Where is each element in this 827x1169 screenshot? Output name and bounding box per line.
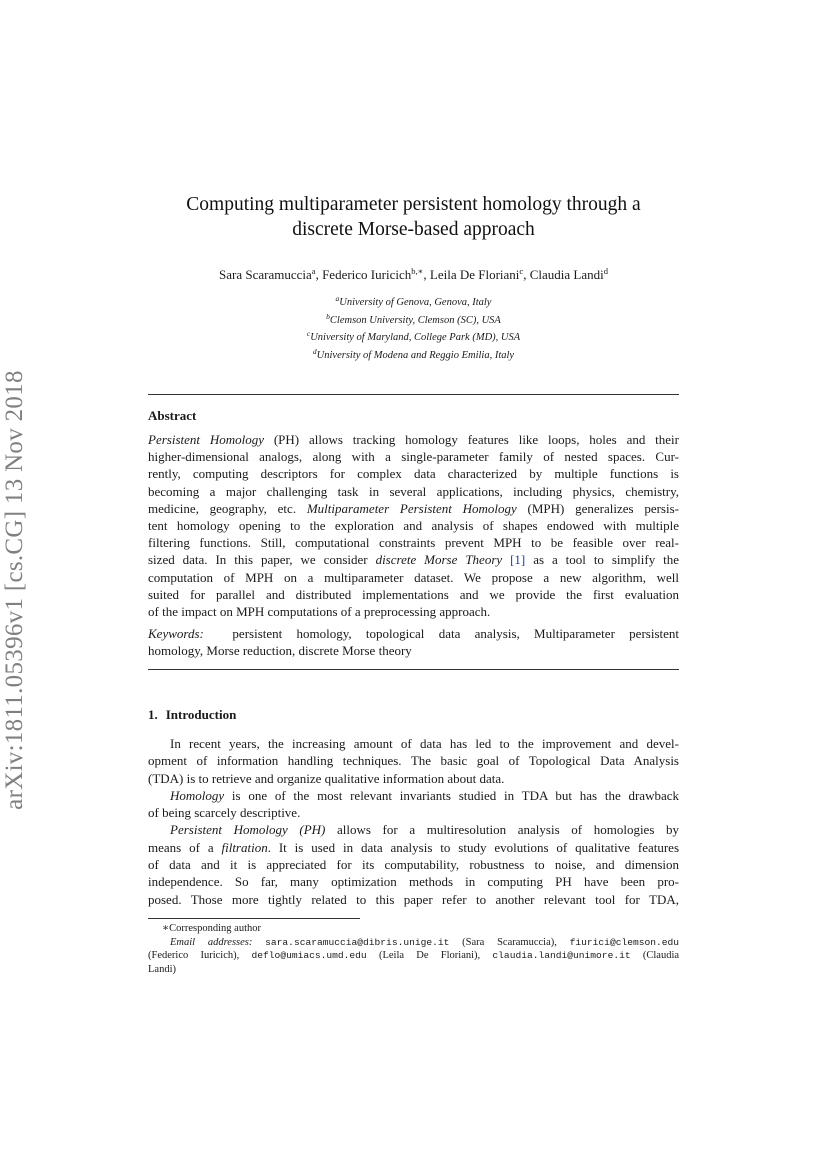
email-line: Landi) — [148, 963, 176, 975]
citation-link[interactable]: [1] — [510, 552, 526, 568]
title-line-2: discrete Morse-based approach — [292, 219, 535, 240]
author-mark: b,∗ — [411, 266, 424, 276]
footnote — [148, 922, 679, 976]
abstract-line: higher-dimensional analogs, along with a single-parameter family of nested spaces. Cur- — [148, 449, 679, 465]
author-mark: a — [311, 266, 316, 276]
keywords-line — [148, 625, 679, 642]
author-name: Leila De Floriani — [429, 267, 520, 282]
body-line: In recent years, the increasing amount of data has led to the improvement and devel- — [170, 736, 679, 751]
email-address[interactable]: claudia.landi@unimore.it — [492, 950, 631, 961]
abstract-line: filtering functions. Still, computational constraints prevent MPH to be feasible over real- — [148, 535, 679, 551]
abstract-text: (PH) allows tracking homology features like loops, holes and their — [264, 432, 680, 447]
affiliation-text: University of Maryland, College Park (MD), USA — [310, 332, 521, 344]
email-owner: (Sara Scaramuccia), — [462, 936, 557, 948]
author-name: Claudia Landi — [529, 267, 604, 282]
abstract-text: medicine, geography, etc. — [148, 500, 307, 516]
term-filtration: filtration — [221, 839, 268, 855]
corresponding-author: ∗Corresponding author — [162, 923, 261, 934]
abstract-line: tent homology opening to the exploration and analysis of shapes endowed with multiple — [148, 518, 679, 534]
affiliation-item — [148, 345, 679, 363]
term-homology: Homology — [170, 787, 225, 803]
keywords-text: persistent homology, topological data analysis, Multiparameter persistent — [232, 626, 679, 641]
footnote-rule — [148, 918, 360, 919]
abstract-top-rule — [148, 394, 679, 395]
body-text: . It is used in data analysis to study evolutions of qualitative features — [267, 839, 680, 855]
abstract-text: as a tool to simplify the — [525, 552, 680, 568]
affiliation-text: Clemson University, Clemson (SC), USA — [329, 314, 501, 326]
abstract-line — [148, 431, 679, 448]
title-line-1: Computing multiparameter persistent homology through a — [186, 194, 641, 215]
affiliation-list — [148, 292, 679, 363]
author-mark: d — [603, 266, 608, 276]
email-owner: (Leila De Floriani), — [378, 950, 481, 961]
affiliation-mark: b — [326, 311, 330, 321]
term-mph: Multiparameter Persistent Homology — [306, 500, 517, 516]
body-line: posed. Those more tightly related to this paper refer to another relevant tool for TDA, — [148, 891, 679, 907]
affiliation-item — [148, 310, 679, 328]
affiliation-text: University of Modena and Reggio Emilia, Italy — [316, 350, 515, 362]
affiliation-item — [148, 292, 679, 310]
body-line: independence. So far, many optimization methods in computing PH have been pro- — [148, 874, 679, 890]
author-list: Sara Scaramuccia$^a$, Federico Iuricich$^{b,∗}$, Leila De Floriani$^c$, Claudia Landi$^d$ — [219, 266, 608, 282]
term-ph: Persistent Homology (PH) — [170, 822, 326, 838]
abstract-line: of the impact on MPH computations of a preprocessing approach. — [148, 604, 491, 620]
abstract-text: sized data. In this paper, we consider — [148, 552, 376, 568]
body-line — [148, 821, 679, 838]
email-label: Email addresses: — [170, 936, 253, 948]
affiliation-mark: c — [306, 329, 311, 339]
email-owner: (Claudia — [642, 950, 680, 961]
keywords-label: Keywords: — [148, 626, 204, 641]
body-text: means of a — [148, 839, 222, 855]
term-persistent-homology: Persistent Homology — [148, 432, 264, 447]
body-line — [148, 787, 679, 804]
abstract-bottom-rule — [148, 669, 679, 670]
author-name: Sara Scaramuccia — [219, 267, 312, 282]
section-title: Introduction — [165, 707, 237, 722]
section-number: 1. — [148, 707, 158, 722]
abstract-line: suited for parallel and distributed implementations and we provide the first evaluation — [148, 586, 679, 602]
email-line — [148, 949, 679, 963]
email-owner: (Federico Iuricich), — [148, 950, 240, 961]
body-line — [148, 839, 679, 856]
abstract-text: (MPH) generalizes persis- — [516, 500, 679, 516]
abstract-line — [148, 551, 679, 568]
body-line: of data and it is appreciated for its computability, robustness to noise, and dimension — [148, 857, 679, 873]
abstract-line: becoming a major challenging task in several applications, including physics, chemistry, — [148, 483, 679, 499]
abstract-body — [148, 431, 679, 620]
body-text: allows for a multiresolution analysis of homologies by — [325, 822, 679, 838]
affiliation-mark: a — [335, 294, 340, 303]
affiliation-text: University of Genova, Genova, Italy — [339, 297, 492, 308]
abstract-line: computation of MPH on a multiparameter dataset. We propose a new algorithm, well — [148, 569, 679, 585]
body-line: opment of information handling techniques. The basic goal of Topological Data Analysis — [148, 753, 679, 769]
affiliation-item — [148, 327, 679, 345]
email-address[interactable]: sara.scaramuccia@dibris.unige.it — [265, 936, 450, 948]
term-discrete-morse-theory: discrete Morse Theory — [375, 552, 503, 568]
author-mark: c — [519, 266, 524, 276]
email-address[interactable]: deflo@umiacs.umd.edu — [251, 950, 367, 961]
keywords-line: homology, Morse reduction, discrete Morse theory — [148, 643, 412, 659]
abstract-heading: Abstract — [148, 408, 197, 423]
body-line: of being scarcely descriptive. — [148, 805, 301, 821]
arxiv-stamp: arXiv:1811.05396v1 [cs.CG] 13 Nov 2018 — [1, 370, 28, 810]
keywords — [148, 625, 679, 659]
body-text: is one of the most relevant invariants studied in TDA but has the drawback — [224, 787, 679, 803]
body-line: (TDA) is to retrieve and organize qualitative information about data. — [148, 770, 505, 786]
abstract-line — [148, 500, 679, 517]
affiliation-mark: d — [312, 347, 317, 357]
section-heading — [148, 707, 236, 723]
paper-title — [148, 192, 679, 242]
email-address[interactable]: fiurici@clemson.edu — [569, 936, 680, 948]
author-name: Federico Iuricich — [322, 267, 412, 282]
introduction-body — [148, 735, 679, 908]
email-line — [148, 936, 679, 950]
abstract-line: rently, computing descriptors for complex data characterized by multiple functions is — [148, 466, 679, 482]
